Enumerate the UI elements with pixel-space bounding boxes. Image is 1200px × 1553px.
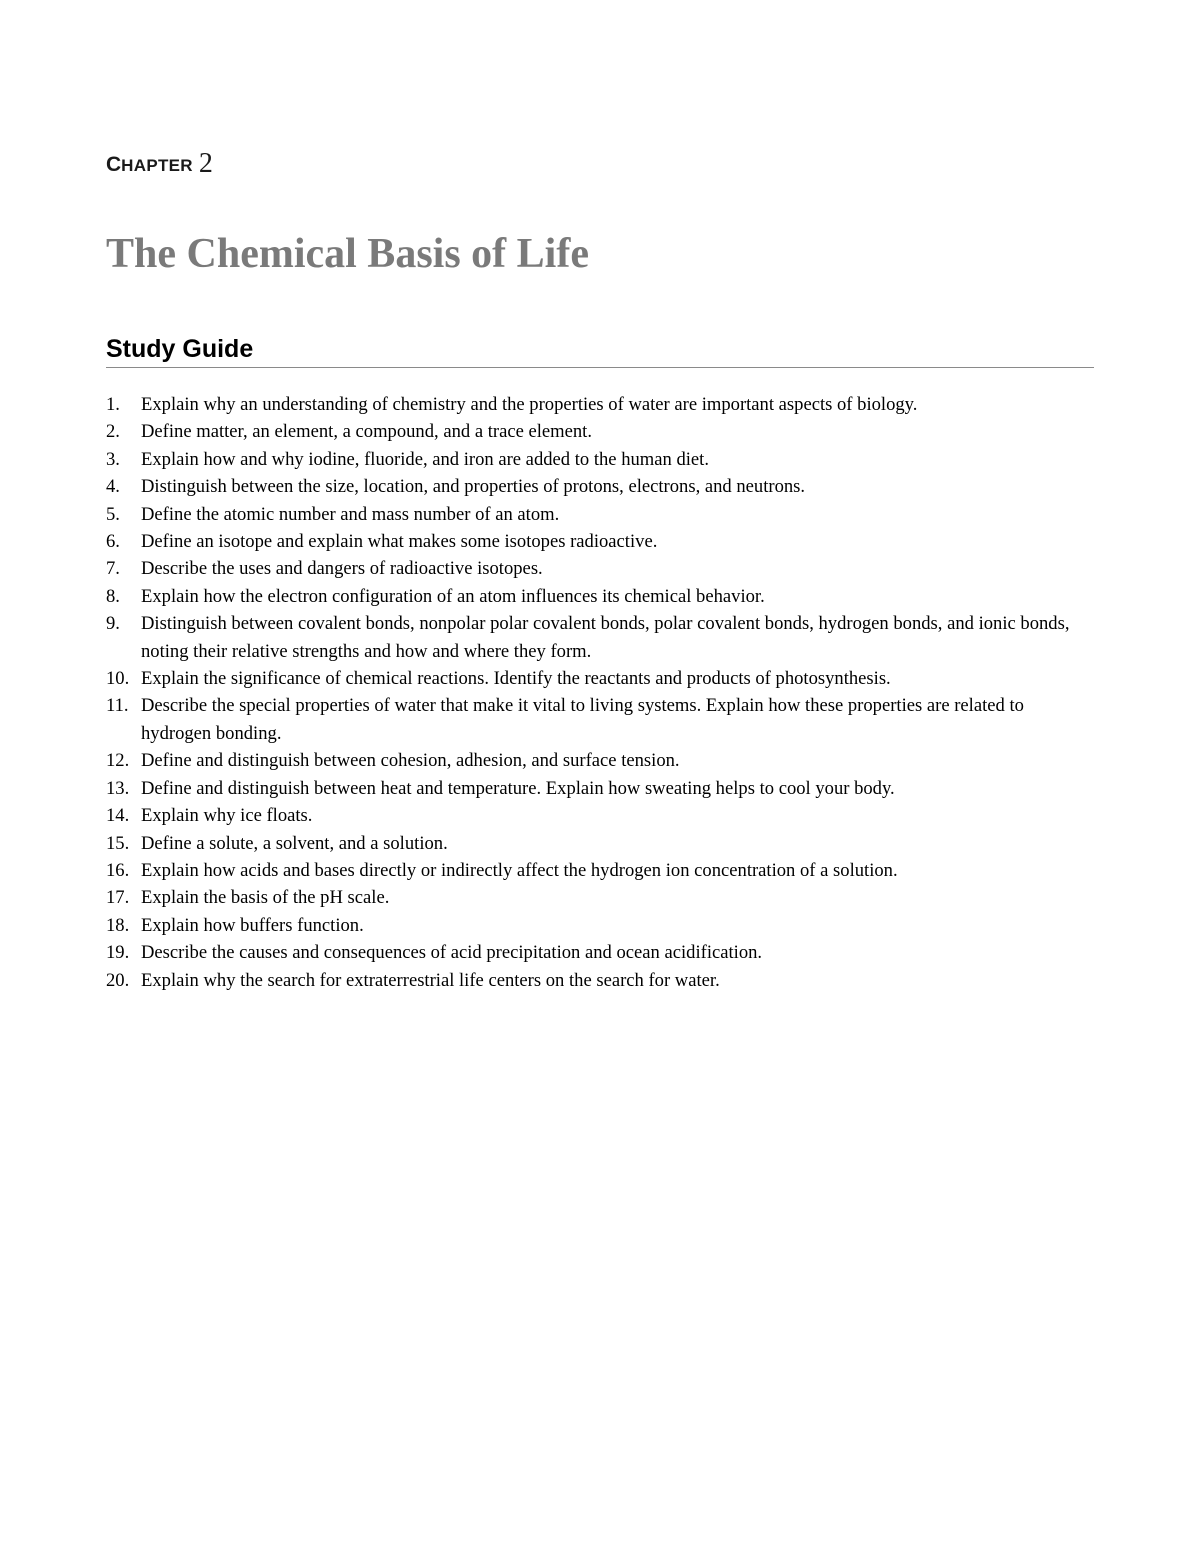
list-item-number: 15. xyxy=(106,832,130,854)
list-item xyxy=(106,583,1094,610)
list-item xyxy=(106,967,1094,994)
list-item-number: 12. xyxy=(106,750,130,772)
list-item xyxy=(106,610,1094,665)
list-item-number: 2. xyxy=(106,421,120,443)
list-item-text: Explain why an understanding of chemistry and the properties of water are important aspects of biology. xyxy=(141,394,918,415)
section-heading: Study Guide xyxy=(106,335,254,363)
list-item xyxy=(106,665,1094,692)
list-item-text: Explain how acids and bases directly or indirectly affect the hydrogen ion concentration of a solution. xyxy=(141,859,898,881)
list-item-text: Describe the uses and dangers of radioactive isotopes. xyxy=(141,558,543,580)
chapter-label-initial: C xyxy=(106,153,122,176)
list-item-text: Distinguish between covalent bonds, nonpolar polar covalent bonds, polar covalent bonds, hydrogen bonds, and ionic bonds, noting their relative strengths and how and where they form. xyxy=(141,613,1070,662)
list-item-number: 17. xyxy=(106,887,130,909)
list-item-text: Explain how buffers function. xyxy=(141,914,364,936)
list-item-text: Explain how and why iodine, fluoride, and iron are added to the human diet. xyxy=(141,448,709,470)
list-item-text: Define an isotope and explain what makes some isotopes radioactive. xyxy=(141,531,658,553)
list-item xyxy=(106,446,1094,473)
list-item xyxy=(106,692,1094,747)
list-item-number: 7. xyxy=(106,558,120,580)
list-item-number: 20. xyxy=(106,969,130,991)
list-item-number: 9. xyxy=(106,613,120,635)
study-guide-list xyxy=(106,391,1094,994)
list-item-text: Explain why the search for extraterrestrial life centers on the search for water. xyxy=(141,969,720,991)
list-item-text: Describe the causes and consequences of acid precipitation and ocean acidification. xyxy=(141,942,763,964)
chapter-title: The Chemical Basis of Life xyxy=(106,231,589,277)
list-item xyxy=(106,912,1094,939)
list-item-text: Distinguish between the size, location, and properties of protons, electrons, and neutrons. xyxy=(141,476,806,498)
list-item-number: 6. xyxy=(106,531,120,553)
list-item-number: 13. xyxy=(106,777,130,799)
list-item-text: Define a solute, a solvent, and a solution. xyxy=(141,832,448,854)
list-item xyxy=(106,473,1094,500)
list-item-number: 16. xyxy=(106,859,130,881)
list-item-number: 10. xyxy=(106,668,130,690)
list-item-text: Explain why ice floats. xyxy=(141,805,313,827)
list-item xyxy=(106,802,1094,829)
list-item xyxy=(106,391,1094,418)
chapter-number: 2 xyxy=(198,148,213,179)
list-item-text: Explain the basis of the pH scale. xyxy=(141,887,390,909)
list-item-number: 19. xyxy=(106,942,130,964)
list-item-text: Define matter, an element, a compound, and a trace element. xyxy=(141,421,592,443)
list-item-number: 14. xyxy=(106,805,130,827)
list-item-number: 5. xyxy=(106,503,120,525)
list-item xyxy=(106,555,1094,582)
list-item xyxy=(106,501,1094,528)
section-divider xyxy=(106,367,1094,368)
list-item xyxy=(106,939,1094,966)
list-item-text: Explain the significance of chemical reactions. Identify the reactants and products of photosynthesis. xyxy=(141,668,891,690)
list-item xyxy=(106,418,1094,445)
list-item-number: 1. xyxy=(106,394,120,415)
list-item xyxy=(106,830,1094,857)
chapter-label xyxy=(106,150,213,178)
list-item-number: 3. xyxy=(106,448,120,470)
list-item-text: Define and distinguish between heat and temperature. Explain how sweating helps to cool your body. xyxy=(141,777,895,799)
list-item-number: 8. xyxy=(106,585,120,607)
list-item-text: Define the atomic number and mass number of an atom. xyxy=(141,503,560,525)
list-item xyxy=(106,857,1094,884)
chapter-label-rest: HAPTER xyxy=(121,156,193,175)
list-item-text: Explain how the electron configuration of an atom influences its chemical behavior. xyxy=(141,585,765,607)
list-item xyxy=(106,528,1094,555)
list-item-number: 11. xyxy=(106,695,129,717)
list-item-text: Describe the special properties of water that make it vital to living systems. Explain how these properties are related to hydrogen bonding. xyxy=(141,695,1024,744)
list-item-text: Define and distinguish between cohesion, adhesion, and surface tension. xyxy=(141,750,680,772)
list-item xyxy=(106,775,1094,802)
list-item xyxy=(106,884,1094,911)
list-item-number: 4. xyxy=(106,476,120,498)
list-item xyxy=(106,747,1094,774)
list-item-number: 18. xyxy=(106,914,130,936)
